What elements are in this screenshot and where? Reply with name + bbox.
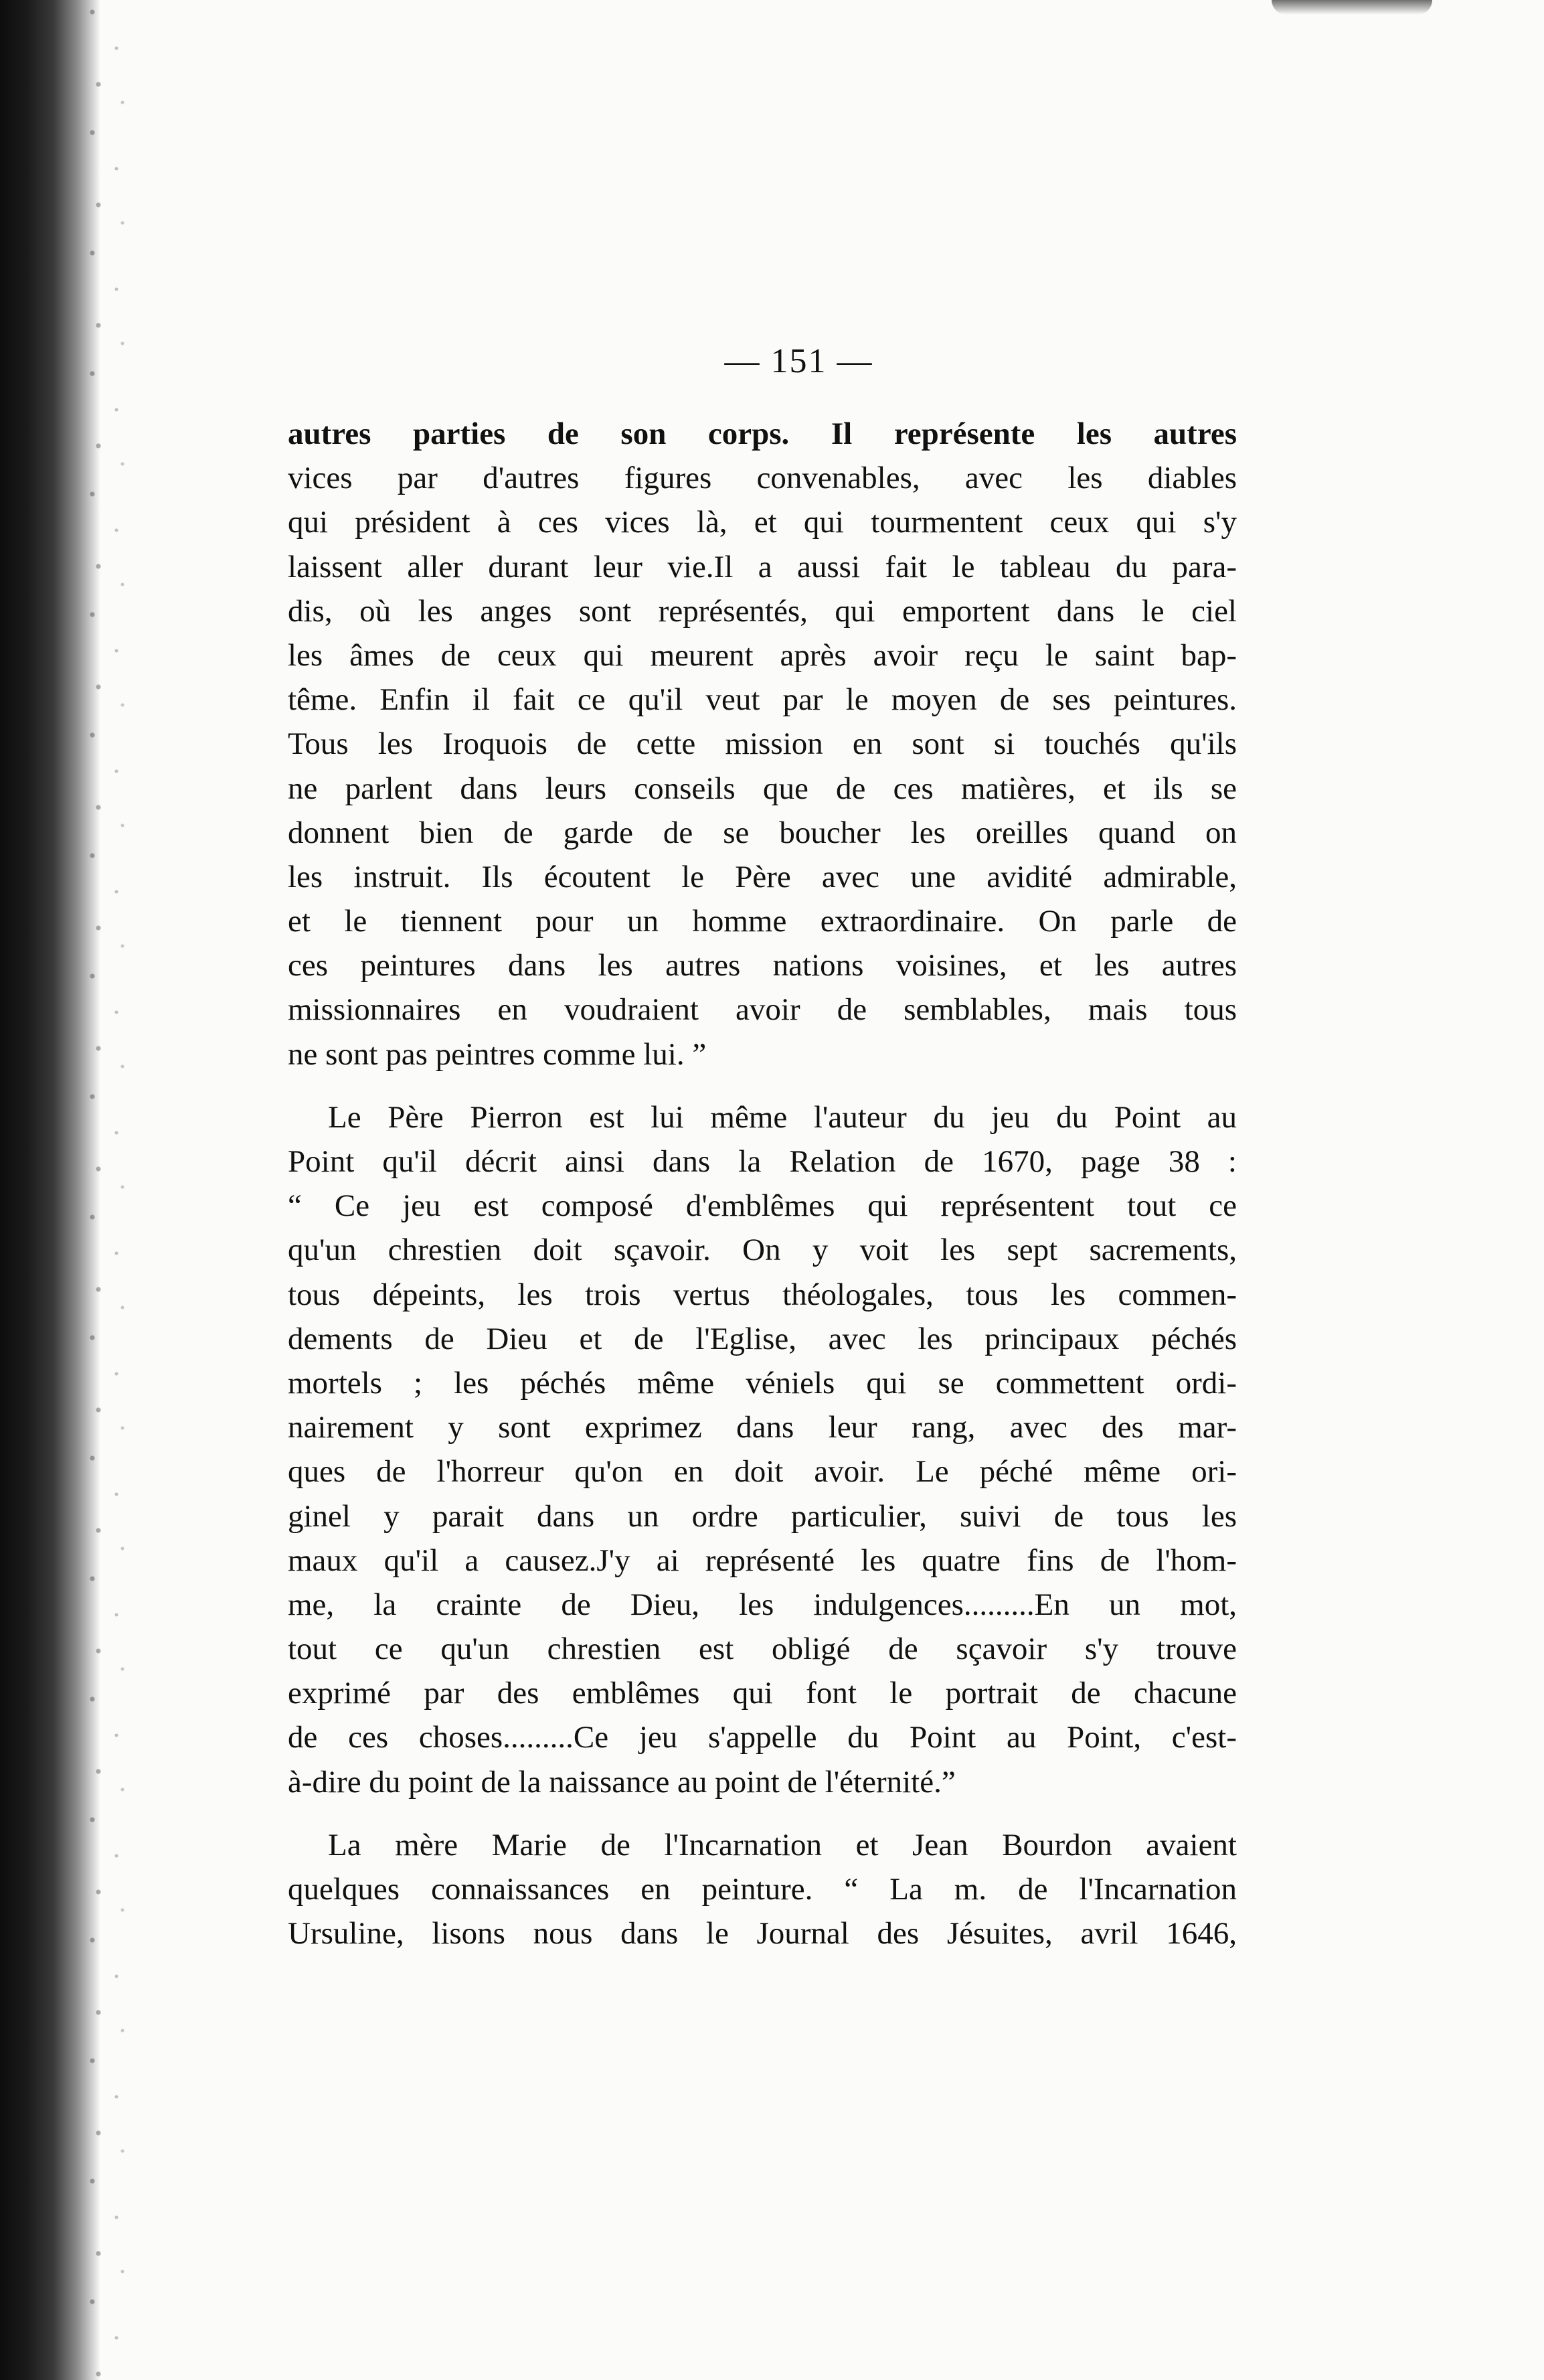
- text-line: Point qu'il décrit ainsi dans la Relation de 1670, page 38 :: [288, 1144, 1237, 1179]
- text-line: donnent bien de garde de se boucher les oreilles quand on: [288, 815, 1237, 850]
- text-line: dis, où les anges sont représentés, qui emportent dans le ciel: [288, 593, 1237, 629]
- text-line: maux qu'il a causez.J'y ai représenté les quatre fins de l'hom-: [288, 1542, 1237, 1578]
- body-text: [288, 412, 1237, 1956]
- text-line: nairement y sont exprimez dans leur rang, avec des mar-: [288, 1410, 1237, 1445]
- text-line: de ces choses.........Ce jeu s'appelle du Point au Point, c'est-: [288, 1720, 1237, 1755]
- text-line: ne parlent dans leurs conseils que de ces matières, et ils se: [288, 771, 1237, 806]
- page-number: — 151 —: [724, 342, 873, 380]
- text-line: les instruit. Ils écoutent le Père avec une avidité admirable,: [288, 859, 1237, 894]
- text-line: Le Père Pierron est lui même l'auteur du jeu du Point au: [328, 1099, 1237, 1135]
- text-line: tout ce qu'un chrestien est obligé de sçavoir s'y trouve: [288, 1632, 1237, 1667]
- text-line: mortels ; les péchés même véniels qui se commettent ordi-: [288, 1365, 1237, 1401]
- text-line: laissent aller durant leur vie.Il a aussi fait le tableau du para-: [288, 549, 1237, 584]
- text-line: ne sont pas peintres comme lui. ”: [288, 1036, 707, 1072]
- text-line: Tous les Iroquois de cette mission en sont si touchés qu'ils: [288, 726, 1237, 762]
- text-line: ces peintures dans les autres nations voisines, et les autres: [288, 948, 1237, 983]
- scan-smudge: [1272, 0, 1432, 15]
- text-line: quelques connaissances en peinture. “ La m. de l'Incarnation: [288, 1872, 1237, 1907]
- text-line: exprimé par des emblêmes qui font le portrait de chacune: [288, 1676, 1237, 1711]
- text-line: ginel y parait dans un ordre particulier, suivi de tous les: [288, 1498, 1237, 1534]
- text-line: La mère Marie de l'Incarnation et Jean Bourdon avaient: [328, 1827, 1237, 1862]
- text-line: missionnaires en voudraient avoir de semblables, mais tous: [288, 992, 1237, 1028]
- text-line: ques de l'horreur qu'on en doit avoir. Le péché même ori-: [288, 1454, 1237, 1490]
- text-line: à-dire du point de la naissance au point de l'éternité.”: [288, 1764, 956, 1800]
- text-line: qu'un chrestien doit sçavoir. On y voit les sept sacrements,: [288, 1233, 1237, 1268]
- text-line: Ursuline, lisons nous dans le Journal des Jésuites, avril 1646,: [288, 1916, 1237, 1952]
- text-line: autres parties de son corps. Il représente les autres: [288, 416, 1237, 451]
- text-line: “ Ce jeu est composé d'emblêmes qui représentent tout ce: [288, 1188, 1237, 1224]
- text-line: et le tiennent pour un homme extraordinaire. On parle de: [288, 904, 1237, 939]
- text-line: qui président à ces vices là, et qui tourmentent ceux qui s'y: [288, 505, 1237, 540]
- text-line: les âmes de ceux qui meurent après avoir reçu le saint bap-: [288, 637, 1237, 673]
- text-line: vices par d'autres figures convenables, avec les diables: [288, 461, 1237, 496]
- text-line: me, la crainte de Dieu, les indulgences.........En un mot,: [288, 1587, 1237, 1622]
- paragraph-gap: [288, 1804, 1237, 1823]
- paragraph-gap: [288, 1077, 1237, 1095]
- text-line: tous dépeints, les trois vertus théologales, tous les commen-: [288, 1277, 1237, 1312]
- text-line: dements de Dieu et de l'Eglise, avec les principaux péchés: [288, 1321, 1237, 1356]
- text-line: tême. Enfin il fait ce qu'il veut par le moyen de ses peintures.: [288, 682, 1237, 718]
